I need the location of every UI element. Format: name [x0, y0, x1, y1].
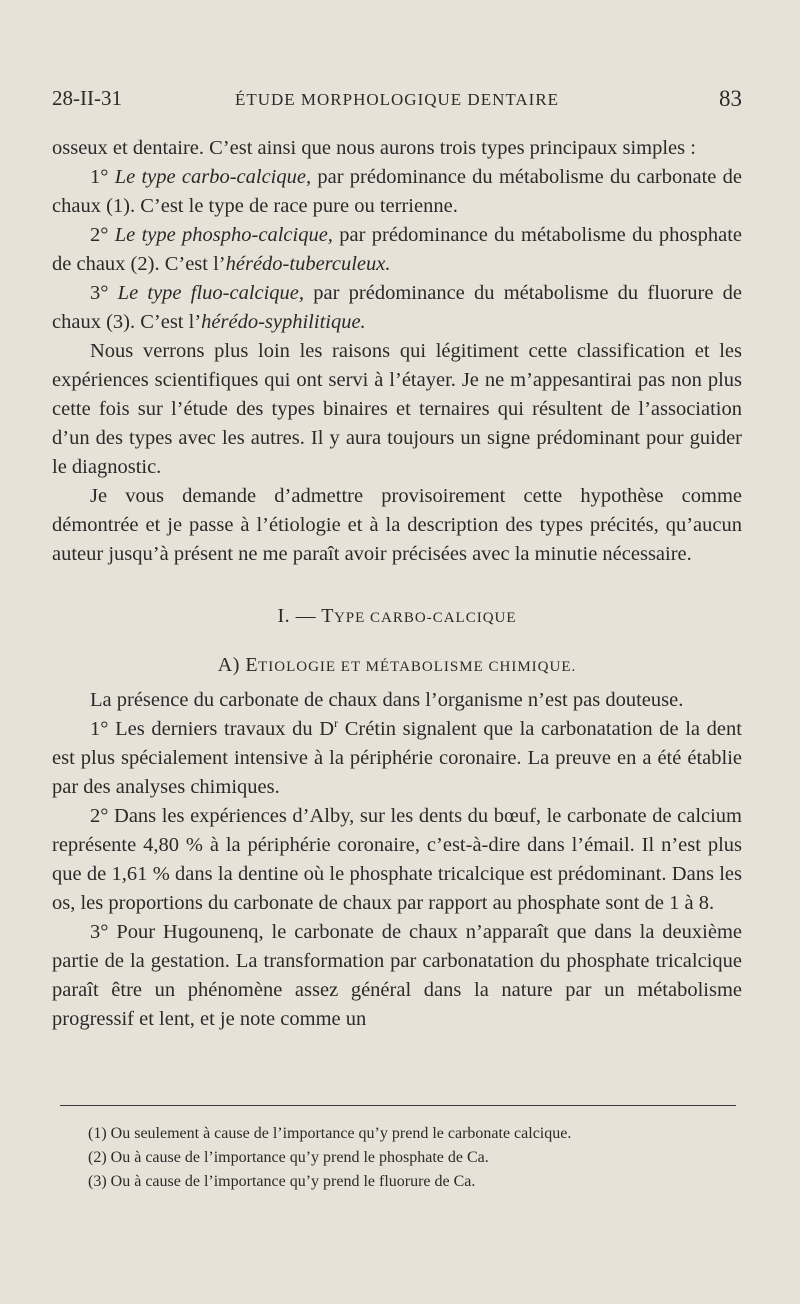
footnote-1: (1) Ou seulement à cause de l’importance qu’y prend le carbonate calcique.: [88, 1125, 572, 1142]
type-3-term: hérédo-syphilitique.: [201, 311, 366, 333]
type-3-number: 3°: [90, 282, 109, 304]
type-2-number: 2°: [90, 224, 109, 246]
subsection-heading-rest: TIOLOGIE ET MÉTABOLISME CHIMIQUE.: [258, 659, 577, 675]
paragraph-type-2: [52, 221, 742, 279]
cretin-superscript: r: [334, 716, 339, 731]
paragraph-presence: La présence du carbonate de chaux dans l’organisme n’est pas douteuse.: [90, 689, 684, 711]
type-2-name: Le type phospho-calcique,: [114, 224, 333, 246]
paragraph-hugounenq: 3° Pour Hugounenq, le carbonate de chaux n’apparaît que dans la deuxième partie de la gestation. La transformation par carbonatation du phosphate tricalcique paraît être un phénomène assez général dans la nature par un métabolisme progressif et lent, et je note comme un: [52, 921, 742, 1030]
header-date: 28-II-31: [52, 86, 122, 110]
subsection-heading: [52, 651, 742, 682]
type-1-name: Le type carbo-calcique,: [114, 166, 312, 188]
type-1-text: par prédominance du métabolisme du carbonate de chaux (1). C’est le type de race pure ou terrienne.: [52, 166, 743, 217]
paragraph-alby: 2° Dans les expériences d’Alby, sur les dents du bœuf, le carbonate de calcium représente 4,80 % à la périphérie coronaire, c’est-à-dire dans l’émail. Il n’est plus que de 1,61 % dans la dentine où le phosphate tricalcique est prédominant. Dans les os, les proportions du carbonate de chaux par rapport au phosphate sont de 1 à 8.: [52, 805, 742, 914]
subsection-heading-prefix: A) E: [217, 654, 259, 676]
type-3-text: par prédominance du métabolisme du fluorure de chaux (3). C’est l’: [52, 282, 742, 333]
page-number: 83: [719, 86, 742, 111]
type-3-name: Le type fluo-calcique,: [117, 282, 305, 304]
paragraph-cretin: [52, 715, 742, 802]
paragraph-intro: osseux et dentaire. C’est ainsi que nous aurons trois types principaux simples :: [52, 137, 696, 159]
section-heading-rest: YPE CARBO-CALCIQUE: [333, 610, 517, 626]
cretin-text-b: Crétin signalent que la carbonatation de la dent est plus spécialement intensive à la périphérie coronaire. La preuve en a été établie par des analyses chimiques.: [52, 718, 742, 798]
section-heading: [52, 602, 742, 633]
paragraph-classification: Nous verrons plus loin les raisons qui légitiment cette classification et les expériences scientifiques qui ont servi à l’étayer. Je ne m’appesantirai pas non plus cette fois sur l’étude des types binaires et ternaires qui résultent de l’association d’un des types avec les autres. Il y aura toujours un signe prédominant pour guider le diagnostic.: [52, 340, 742, 478]
footnote-2: (2) Ou à cause de l’importance qu’y prend le phosphate de Ca.: [88, 1149, 489, 1166]
type-2-term: hérédo-tuberculeux.: [225, 253, 391, 275]
type-2-text: par prédominance du métabolisme du phosphate de chaux (2). C’est l’: [52, 224, 743, 275]
section-heading-prefix: I. — T: [277, 605, 334, 627]
paragraph-type-1: [52, 163, 742, 221]
paragraph-type-3: [52, 279, 742, 337]
footnote-rule: [60, 1105, 736, 1106]
running-header: [52, 86, 742, 116]
footnotes: [88, 1122, 748, 1194]
header-title: ÉTUDE MORPHOLOGIQUE DENTAIRE: [234, 90, 560, 109]
type-1-number: 1°: [90, 166, 109, 188]
cretin-text-a: 1° Les derniers travaux du D: [90, 718, 335, 740]
body-text: [52, 134, 742, 1034]
footnote-3: (3) Ou à cause de l’importance qu’y prend le fluorure de Ca.: [88, 1173, 476, 1190]
paragraph-hypothesis: Je vous demande d’admettre provisoirement cette hypothèse comme démontrée et je passe à l’étiologie et à la description des types précités, qu’aucun auteur jusqu’à présent ne me paraît avoir précisées avec la minutie nécessaire.: [52, 485, 742, 565]
